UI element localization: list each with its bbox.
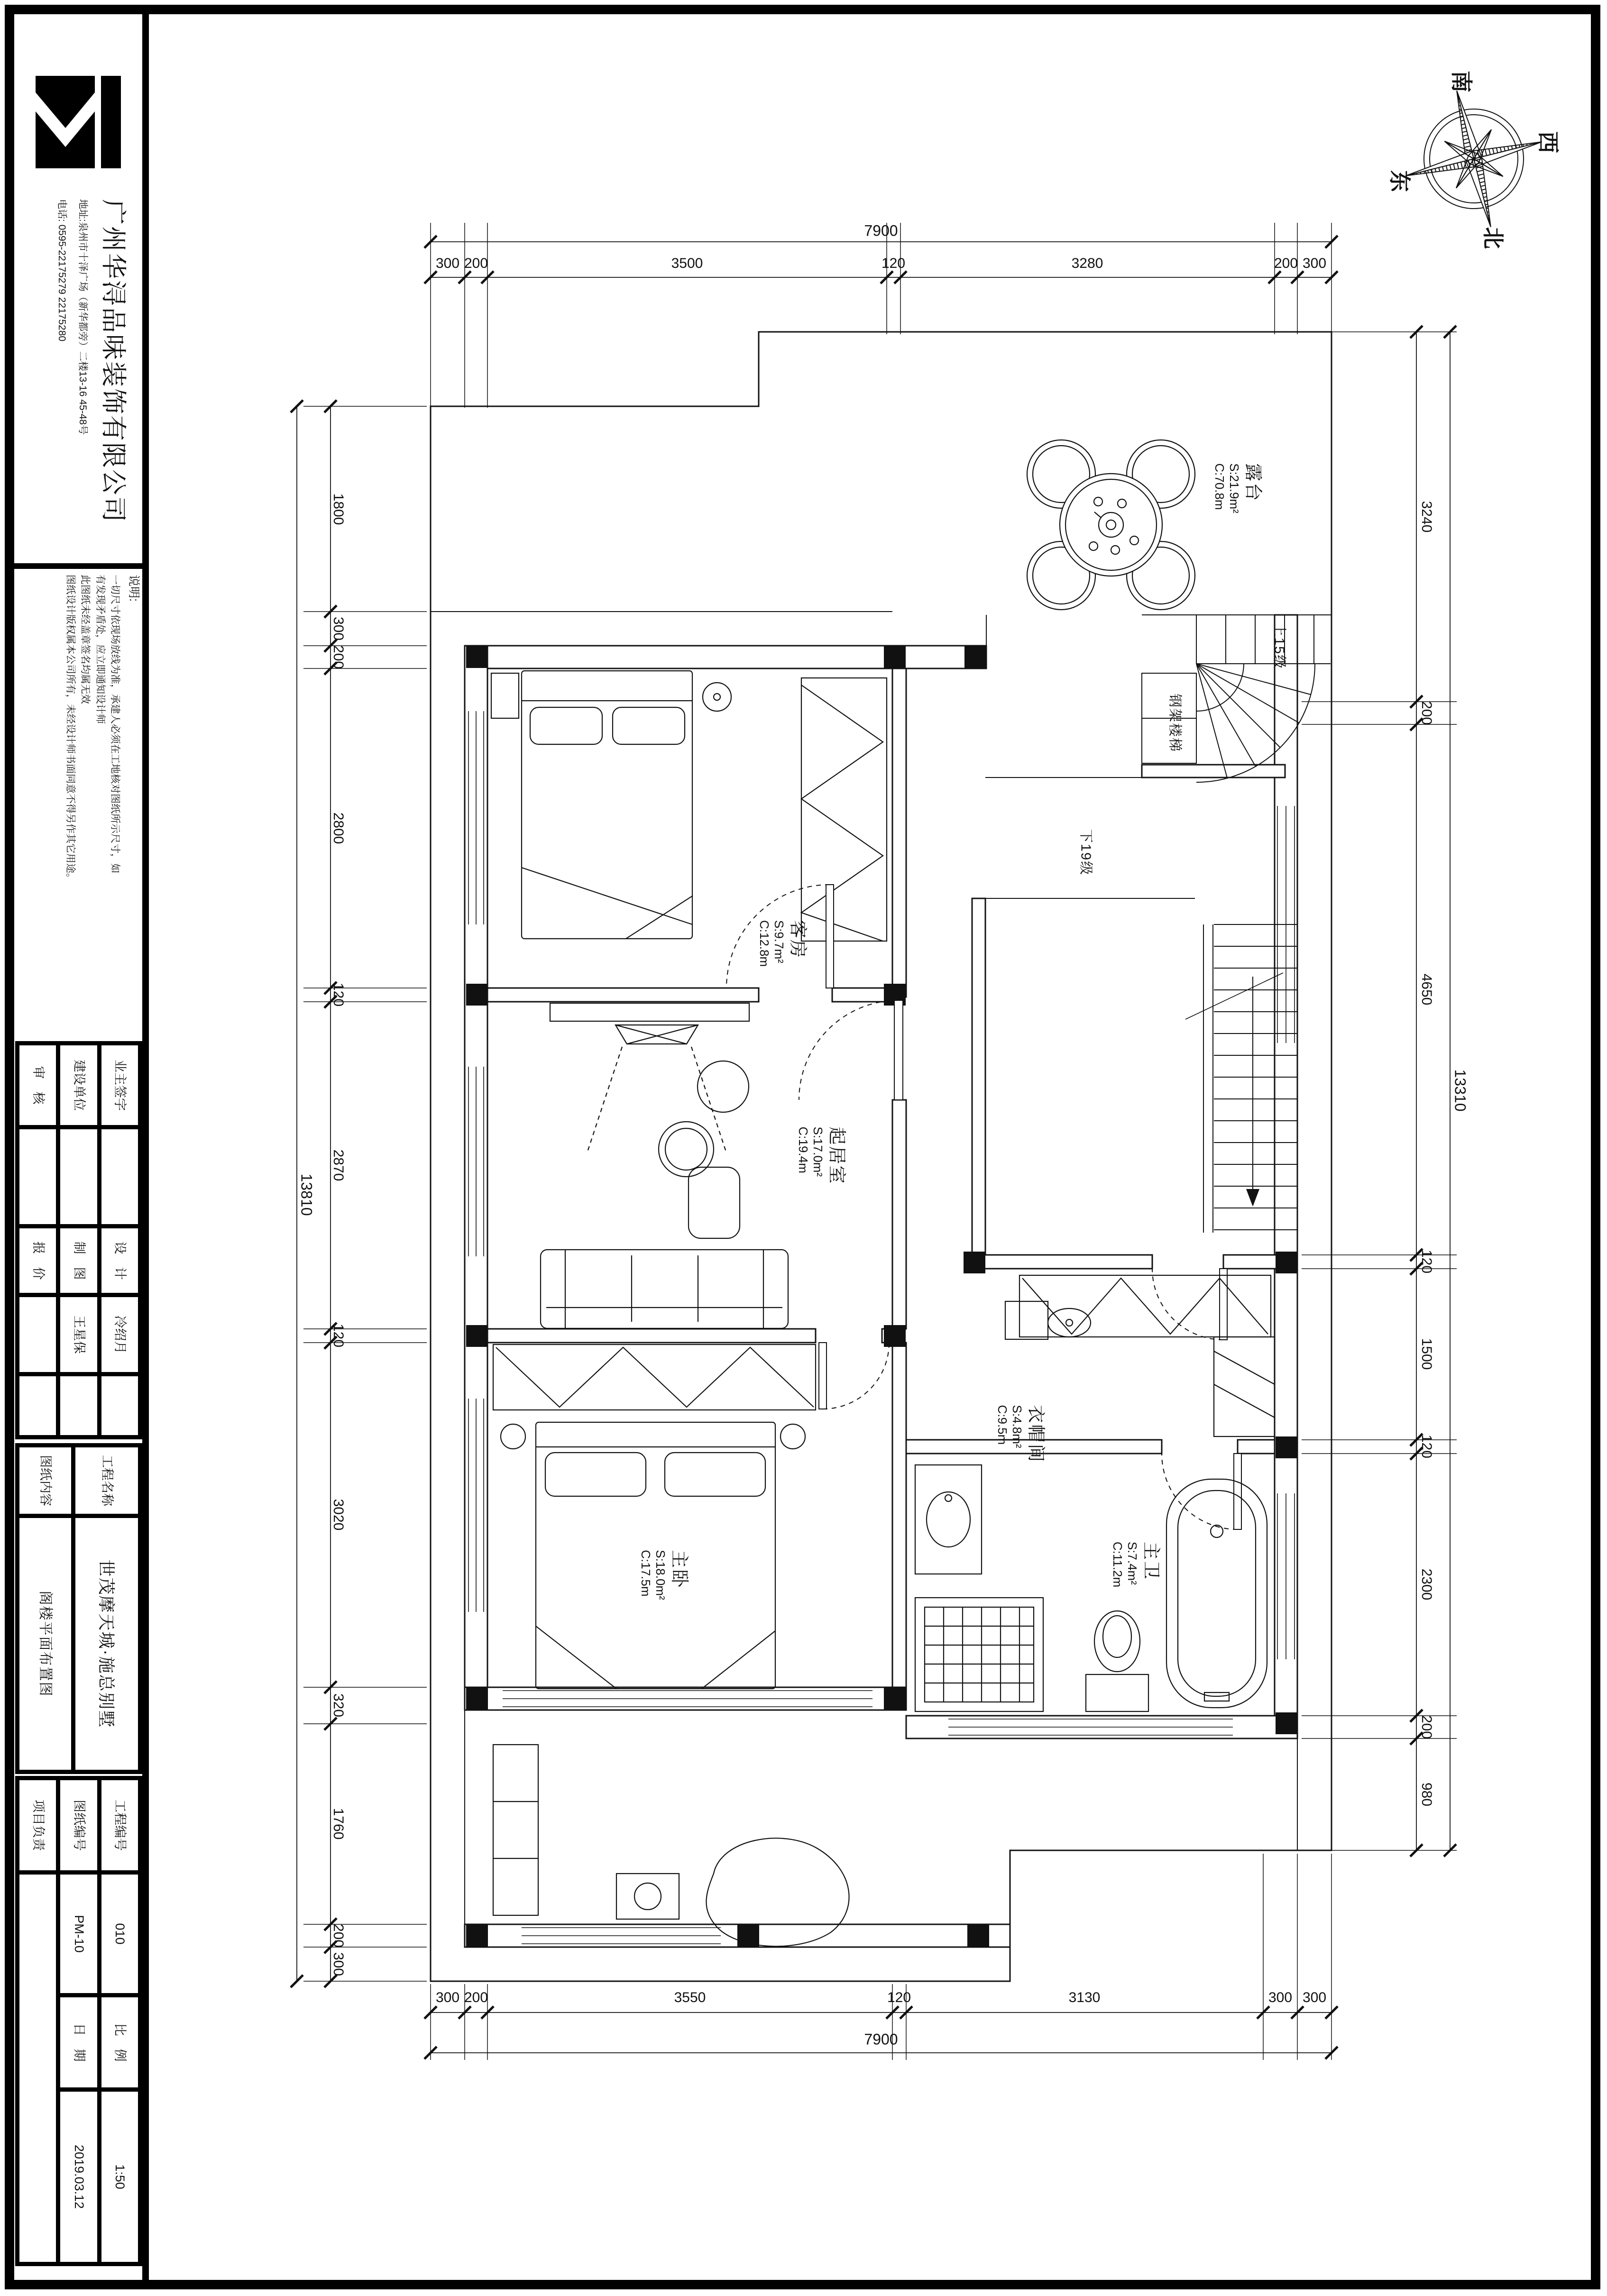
closet-wardrobes (1019, 1275, 1275, 1436)
room-label-master-bath: 主卫 S:7.4m² C:11.2m (1111, 1541, 1161, 1588)
dim-label: 3130 (1068, 1990, 1101, 2005)
dim-total-top: 7900 (864, 222, 898, 239)
dim-label: 120 (1419, 1249, 1434, 1274)
door-leaf (826, 885, 834, 988)
room-label-guest-room: 客房 S:9.7m² C:12.8m (757, 920, 808, 967)
toilet-bowl (1094, 1611, 1140, 1672)
room-label-living-room: 起居室 S:17.0m² C:19.4m (796, 1126, 846, 1185)
bedside-table (781, 1424, 805, 1449)
dim-label: 120 (331, 1323, 346, 1348)
dim-label: 980 (1419, 1782, 1434, 1807)
compass-east-label: 东 (1387, 170, 1412, 192)
label-drafter: 制 图 (60, 1228, 97, 1293)
notes-line: 有发现矛盾处，应立即通知设计师 (95, 575, 106, 724)
dim-label: 3550 (674, 1990, 706, 2005)
stair-up-label: 上15级 (1271, 622, 1287, 670)
dim-label: 200 (464, 1990, 488, 2005)
master-bedroom-furniture (493, 1345, 849, 1946)
vanity (915, 1465, 982, 1574)
coffee-table (659, 1122, 714, 1177)
company-address: 地址:泉州市十泽广场（新华都旁）二楼13-16 45-48号 (77, 199, 88, 435)
notes-line: 一切尺寸依现场放线为准，承建人必须在工地核对图纸所示尺寸，如 (110, 575, 121, 873)
dim-label: 200 (1274, 256, 1298, 271)
compass-west-label: 西 (1536, 131, 1561, 153)
dim-label: 300 (435, 1990, 460, 2005)
guest-bed (522, 671, 692, 939)
notes-title: 说明: (127, 575, 140, 602)
dim-label: 3500 (671, 256, 703, 271)
bathroom-fixtures (915, 1465, 1267, 1711)
drawing-no-value: PM-10 (60, 1875, 97, 1993)
dim-label: 3240 (1419, 501, 1434, 533)
label-checker: 审 核 (19, 1045, 56, 1125)
bedside-cabinet (491, 673, 519, 718)
structural-columns (466, 646, 1297, 1947)
small-table (616, 1874, 679, 1919)
dim-label: 120 (887, 1990, 911, 2005)
guest-wardrobe (801, 678, 887, 941)
date-value: 2019.03.12 (60, 2092, 97, 2262)
door-leaf (1234, 1454, 1241, 1529)
round-table (1060, 474, 1162, 576)
door-leaf (894, 1000, 903, 1100)
steel-stair-label: 钢架楼梯 (1167, 693, 1183, 753)
end-table (689, 1167, 740, 1238)
compass-star (1389, 74, 1559, 244)
label-scale: 比 例 (101, 1997, 138, 2087)
dim-label: 1800 (331, 493, 346, 525)
compass-rose (1389, 74, 1559, 244)
pillow (530, 707, 602, 744)
dim-label: 1760 (331, 1808, 346, 1840)
dim-label: 1500 (1419, 1338, 1434, 1370)
dim-label: 200 (464, 256, 488, 271)
drawing-content-value: 阁楼平面布置图 (19, 1518, 71, 1770)
company-phone: 电话: 0595-22175279 22175280 (56, 199, 67, 342)
dim-label: 120 (881, 256, 906, 271)
stair-direction-arrow (1246, 1189, 1259, 1207)
side-table (698, 1061, 749, 1112)
dim-label: 300 (331, 1952, 346, 1976)
bedside-table (501, 1424, 525, 1449)
dim-label: 300 (435, 256, 460, 271)
project-name-value: 世茂摩天城·施总别墅 (75, 1518, 138, 1770)
dim-label: 120 (1419, 1434, 1434, 1459)
notes-line: 此图纸未经盖章签名均属无效 (80, 575, 91, 704)
notes-line: 图纸设计版权属本公司所有，未经设计师书面同意不得另作其它用途。 (65, 575, 76, 883)
dim-label: 3020 (331, 1499, 346, 1531)
toilet-tank (1086, 1674, 1148, 1711)
label-project-no: 工程编号 (101, 1780, 138, 1870)
label-project-name: 工程名称 (75, 1447, 138, 1514)
company-name: 广州华浔品味装饰有限公司 (99, 199, 128, 523)
label-quote: 报 价 (19, 1228, 56, 1293)
stair-down-label: 下19级 (1078, 829, 1093, 876)
sofa (541, 1250, 788, 1328)
walls (465, 615, 1297, 1947)
label-owner-sign: 业主签字 (101, 1045, 138, 1125)
tv (615, 1025, 698, 1044)
dim-total-right: 13310 (1451, 1069, 1469, 1112)
room-label-closet: 衣帽间 S:4.8m² C:9.5m (995, 1405, 1046, 1464)
project-no-value: 010 (101, 1875, 138, 1993)
dim-total-bottom: 7900 (864, 2031, 898, 2048)
dim-label: 200 (331, 645, 346, 669)
dim-label: 3280 (1071, 256, 1103, 271)
label-drawing-content: 图纸内容 (19, 1447, 71, 1514)
dim-label: 2800 (331, 812, 346, 844)
dim-total-left: 13810 (298, 1173, 315, 1216)
dim-label: 200 (1419, 701, 1434, 725)
room-label-terrace: 露台 S:21.9m² C:70.8m (1212, 463, 1263, 513)
dim-label: 320 (331, 1693, 346, 1718)
shower (915, 1598, 1043, 1711)
dim-label: 300 (1302, 256, 1327, 271)
label-project-lead: 项目负责 (19, 1780, 56, 1870)
dim-label: 300 (1268, 1990, 1293, 2005)
bathtub (1166, 1479, 1267, 1708)
dim-label: 300 (331, 616, 346, 641)
dim-label: 200 (1419, 1715, 1434, 1739)
dim-label: 300 (1302, 1990, 1327, 2005)
windows (468, 711, 1295, 1944)
pillow (545, 1453, 646, 1496)
pillow (665, 1453, 765, 1496)
label-designer: 设 计 (101, 1228, 138, 1293)
label-builder: 建设单位 (60, 1045, 97, 1125)
dim-label: 120 (331, 982, 346, 1007)
tv-cabinet (550, 1003, 749, 1021)
door-leaf (819, 1343, 826, 1409)
room-label-master-bedroom: 主卧 S:18.0m² C:17.5m (639, 1550, 689, 1600)
pillow (613, 707, 685, 744)
cabinet (493, 1745, 538, 1915)
compass-south-label: 南 (1449, 71, 1474, 92)
label-drawing-no: 图纸编号 (60, 1780, 97, 1870)
dim-label: 200 (331, 1923, 346, 1948)
designer-name: 冷绍月 (101, 1297, 138, 1372)
dim-label: 2300 (1419, 1568, 1434, 1601)
compass-north-label: 北 (1481, 227, 1506, 249)
living-room-furniture (541, 1003, 788, 1328)
dim-label: 4650 (1419, 973, 1434, 1006)
hall-basin (1005, 1301, 1091, 1339)
dim-label: 2870 (331, 1149, 346, 1181)
terrace-furniture (1027, 440, 1195, 610)
drafter-name: 王星保 (60, 1297, 97, 1372)
scale-value: 1:50 (101, 2092, 138, 2262)
bedside-table (703, 683, 731, 711)
label-date: 日 期 (60, 1997, 97, 2087)
